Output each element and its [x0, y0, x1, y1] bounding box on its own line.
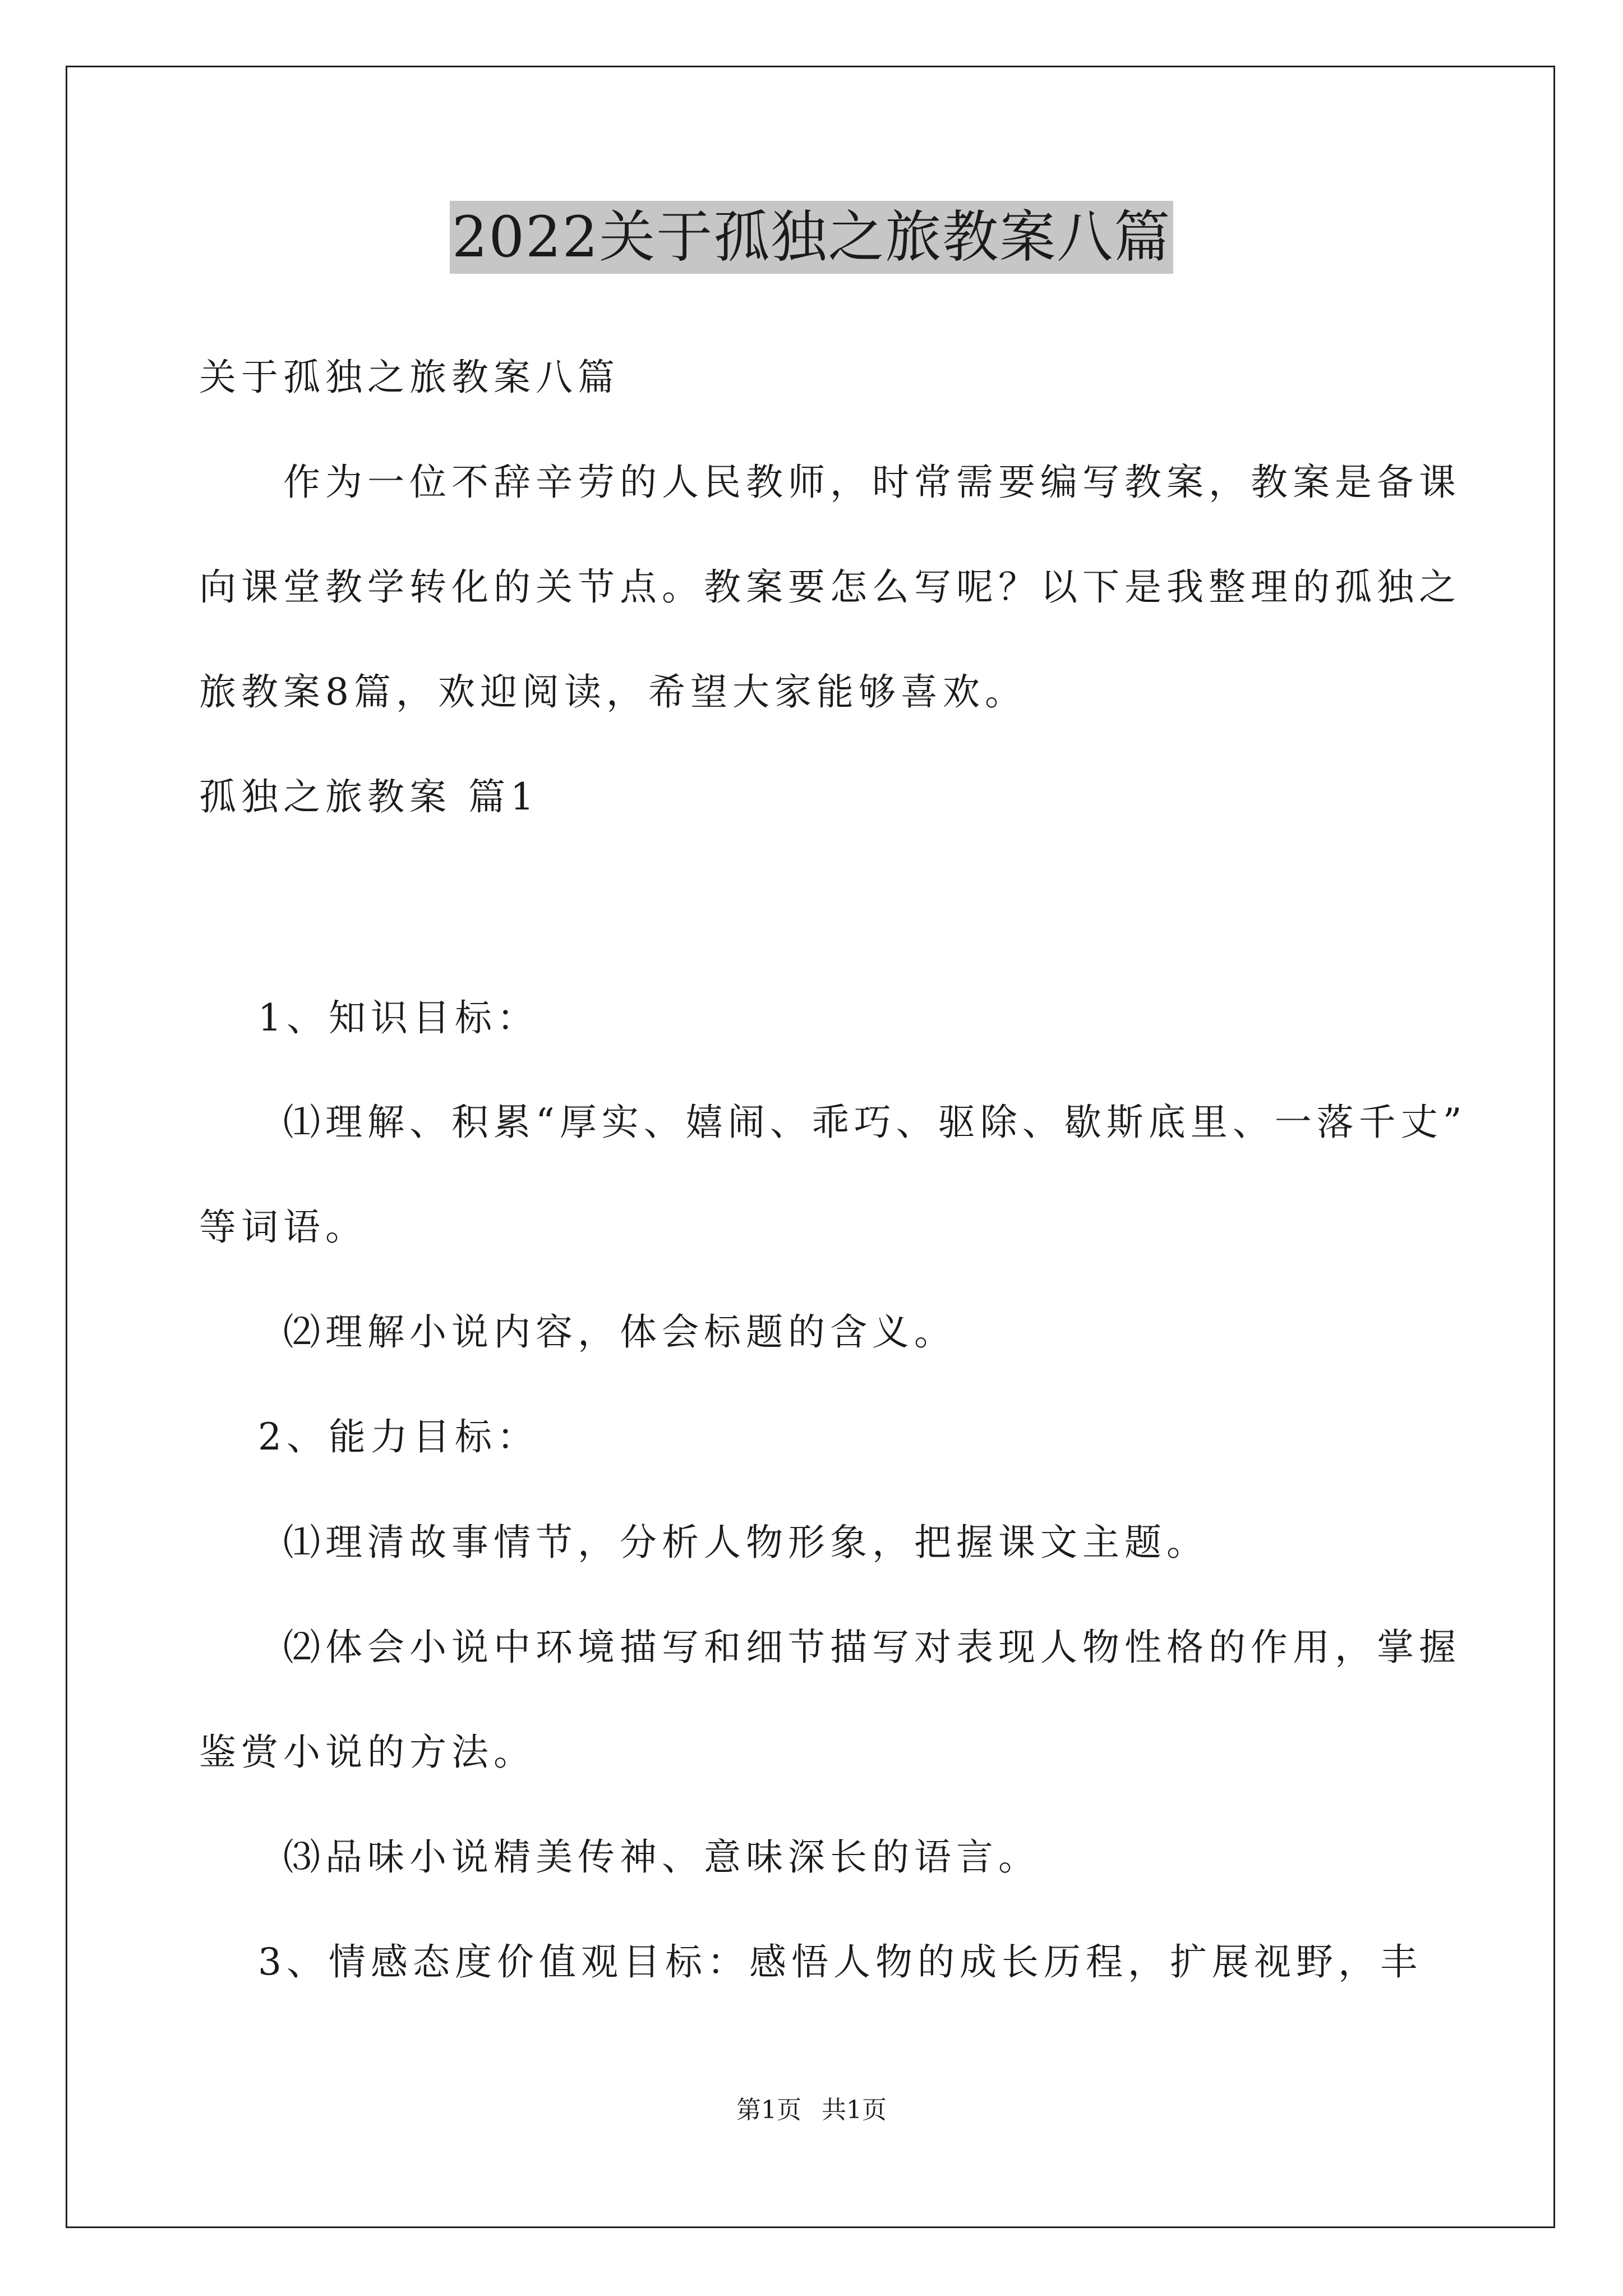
paragraph-line: 旅教案8篇，欢迎阅读，希望大家能够喜欢。: [199, 670, 1027, 714]
section-heading: 孤独之旅教案 篇1: [199, 775, 539, 818]
paragraph-line: ⑴理解、积累“厚实、嬉闹、乖巧、驱除、歇斯底里、一落千丈”: [199, 1101, 1467, 1144]
page-number: 第1页: [736, 2096, 801, 2124]
paragraph-line: ⑵理解小说内容，体会标题的含义。: [199, 1310, 956, 1354]
page-footer: [0, 2093, 1623, 2127]
paragraph-line: 等词语。: [199, 1205, 367, 1249]
subtitle-line: 关于孤独之旅教案八篇: [199, 356, 620, 399]
document-title: 2022关于孤独之旅教案八篇: [450, 201, 1174, 274]
paragraph-line: ⑴理清故事情节，分析人物形象，把握课文主题。: [199, 1521, 1209, 1564]
paragraph-line: ⑵体会小说中环境描写和细节描写对表现人物性格的作用，掌握: [199, 1626, 1461, 1669]
paragraph-line: 2、能力目标：: [199, 1415, 539, 1458]
paragraph-line: ⑶品味小说精美传神、意味深长的语言。: [199, 1835, 1040, 1879]
page-total: 共1页: [822, 2096, 887, 2124]
paragraph-line: 向课堂教学转化的关节点。教案要怎么写呢？以下是我整理的孤独之: [199, 565, 1461, 609]
paragraph-line: 3、情感态度价值观目标：感悟人物的成长历程，扩展视野，丰: [199, 1940, 1422, 1984]
paragraph-line: 1、知识目标：: [199, 996, 539, 1039]
paragraph-line: 作为一位不辞辛劳的人民教师，时常需要编写教案，教案是备课: [199, 461, 1461, 504]
title-container: [0, 201, 1623, 274]
paragraph-line: 鉴赏小说的方法。: [199, 1731, 536, 1774]
